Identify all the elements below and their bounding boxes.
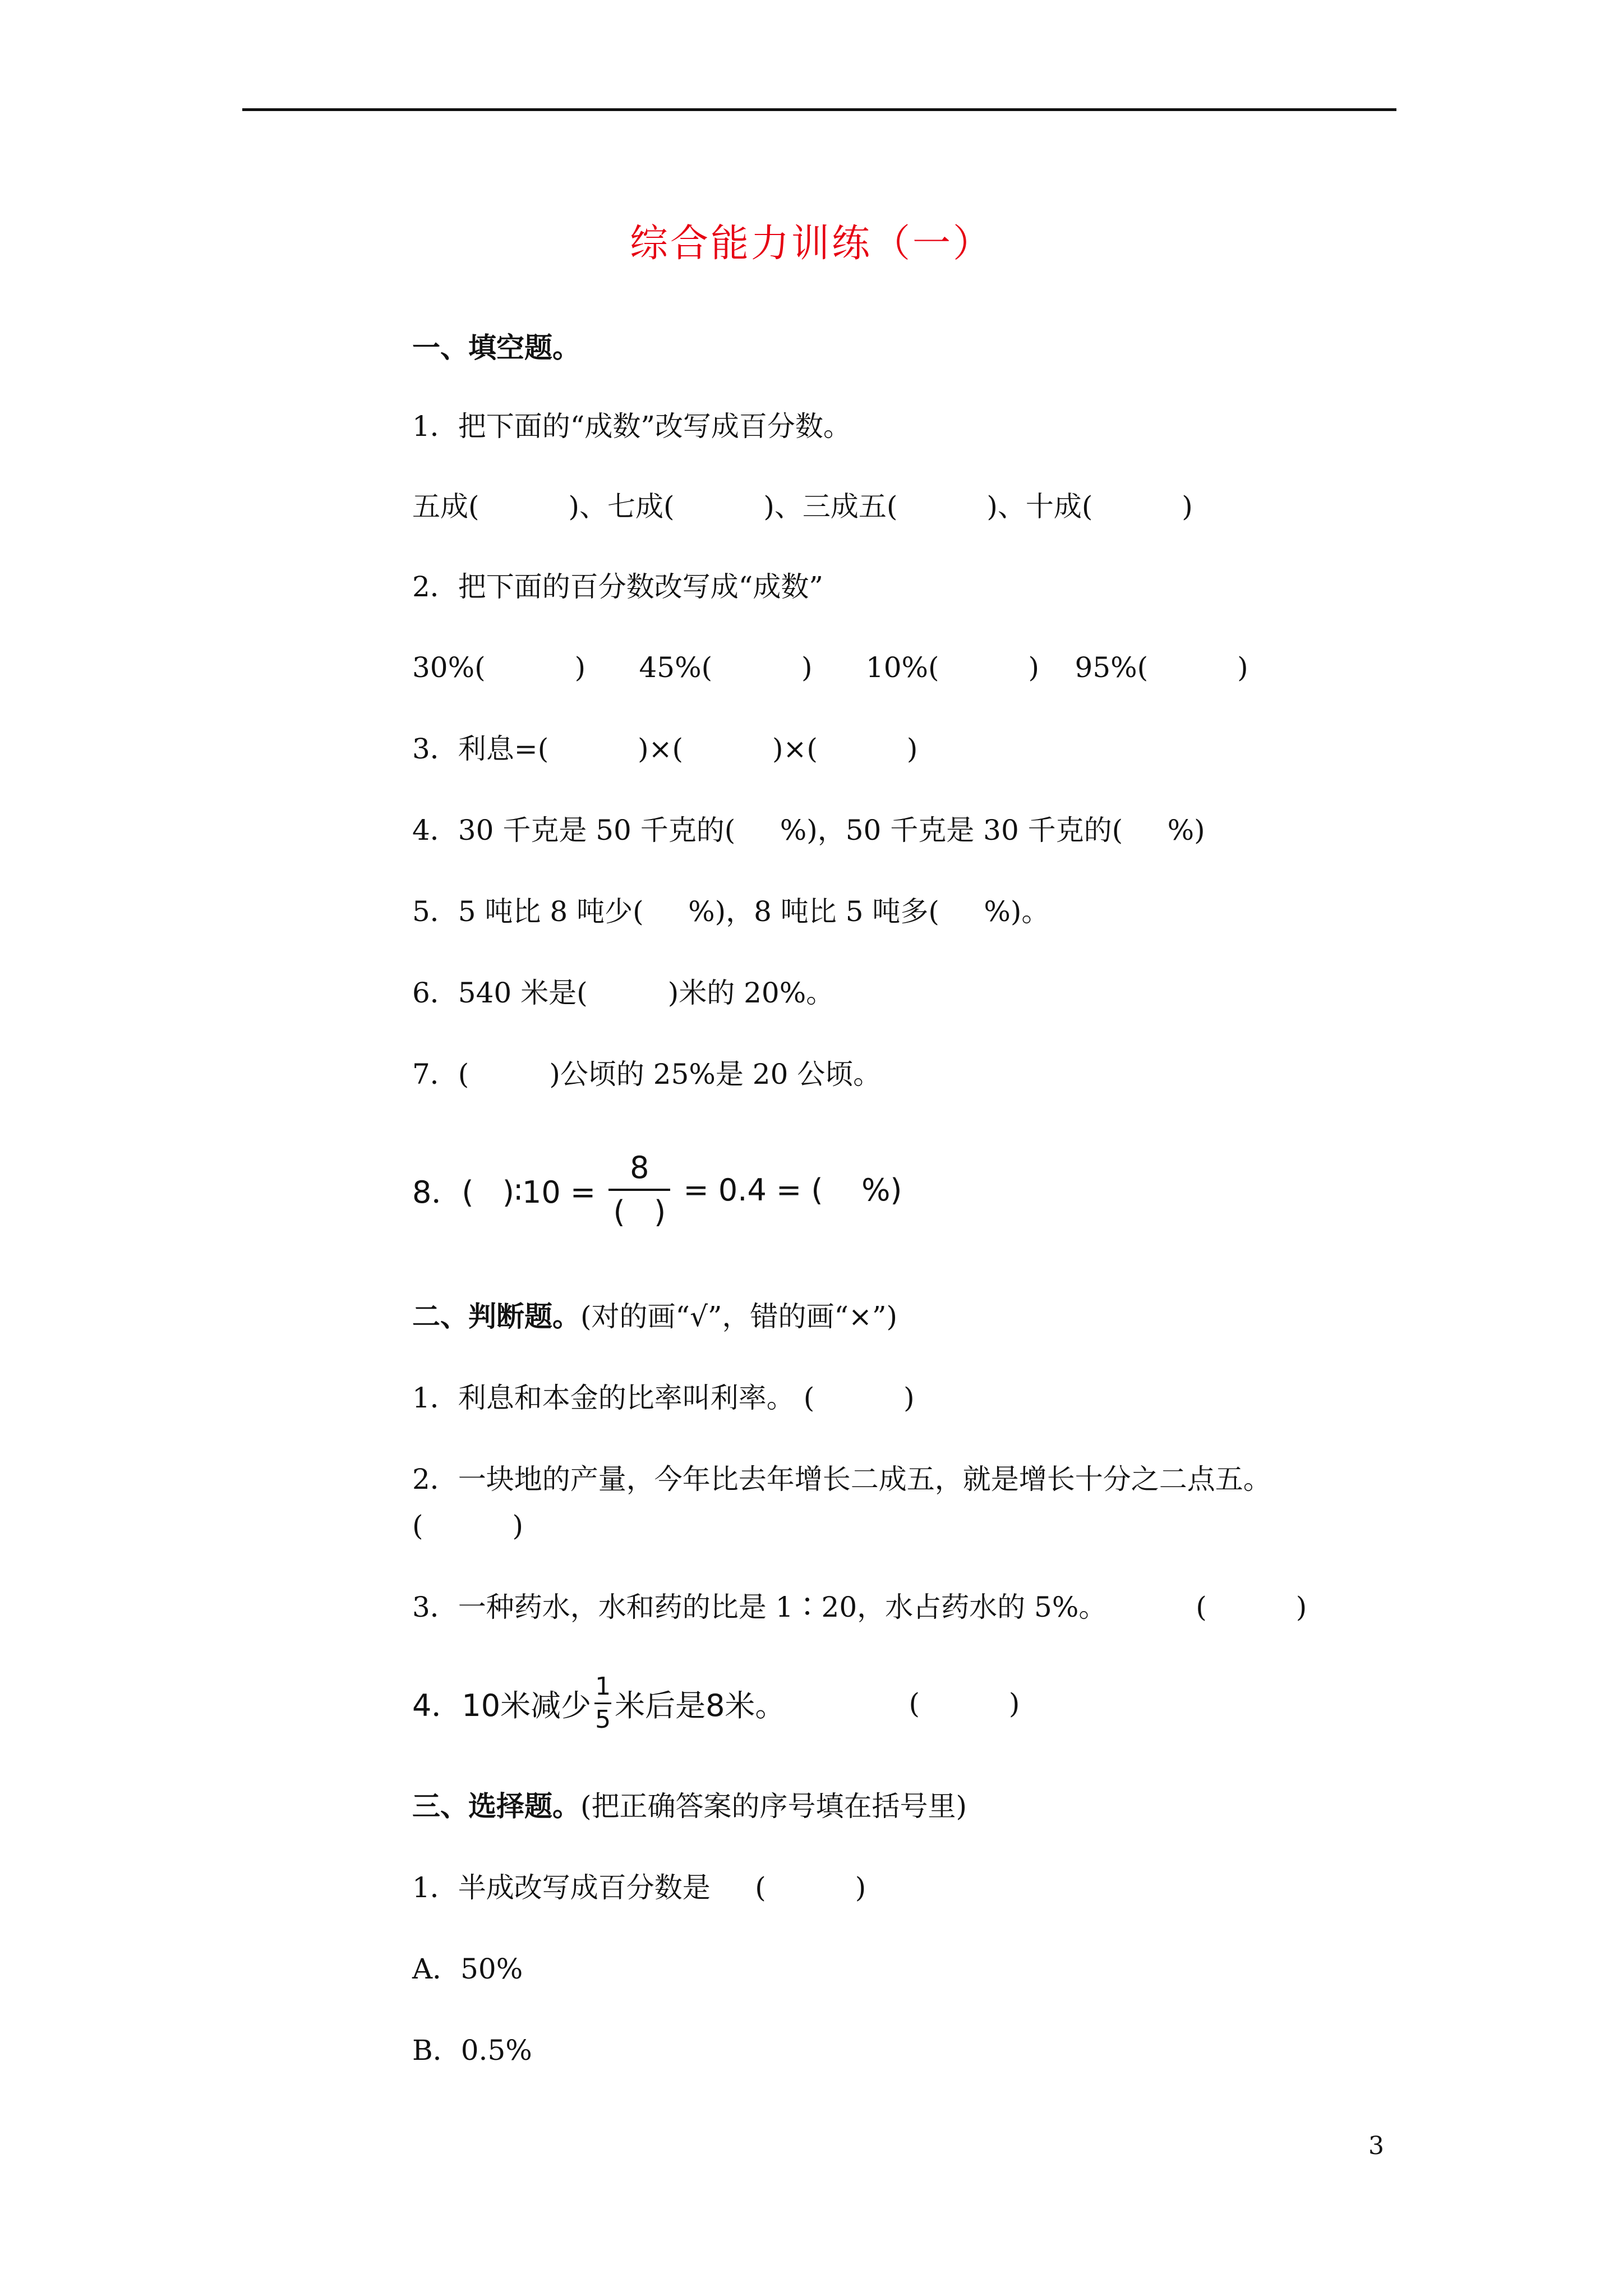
section-heading-text: 二、判断题。	[412, 1300, 580, 1333]
question-1-3: 3．利息=( )×( )×( )	[412, 733, 918, 765]
fraction-bar	[608, 1189, 670, 1191]
fraction-denominator: ( )	[613, 1194, 666, 1230]
formula-prefix: 8．( )∶10 =	[412, 1174, 606, 1210]
answer-blank: ( )	[909, 1687, 1020, 1720]
question-1-7: 7．( )公顷的 25%是 20 公顷。	[412, 1058, 882, 1091]
question-1-1-blanks: 五成( )、七成( )、三成五( )、十成( )	[412, 490, 1193, 523]
question-1-2: 2．把下面的百分数改写成“成数”	[412, 570, 823, 603]
section-heading-fill-in: 一、填空题。	[412, 331, 580, 364]
page-number: 3	[1368, 2132, 1384, 2160]
page-title: 综合能力训练（一）	[629, 222, 993, 266]
section-note: (对的画“√”，错的画“×”)	[580, 1300, 898, 1333]
question-1-4: 4．30 千克是 50 千克的( %)，50 千克是 30 千克的( %)	[412, 814, 1205, 846]
question-1-2-blanks: 30%( ) 45%( ) 10%( ) 95%( )	[412, 651, 1248, 684]
question-2-1: 1．利息和本金的比率叫利率。 ( )	[412, 1382, 915, 1414]
question-1-6: 6．540 米是( )米的 20%。	[412, 977, 834, 1009]
question-2-2: 2．一块地的产量，今年比去年增长二成五，就是增长十分之二点五。	[412, 1463, 1271, 1496]
section-heading-multiple-choice	[412, 1789, 967, 1823]
fraction-bar	[594, 1703, 611, 1704]
formula-suffix: = 0.4 = ( %)	[674, 1172, 902, 1208]
option-b: B．0.5%	[412, 2034, 532, 2067]
section-note: (把正确答案的序号填在括号里)	[580, 1790, 967, 1823]
fraction	[608, 1150, 670, 1230]
option-a: A．50%	[412, 1953, 523, 1985]
question-2-2-blank: ( )	[412, 1510, 523, 1542]
fraction	[594, 1673, 611, 1734]
fraction-numerator: 8	[630, 1150, 649, 1185]
question-2-3: 3．一种药水，水和药的比是 1∶20，水占药水的 5%。 ( )	[412, 1591, 1307, 1623]
header-rule	[242, 108, 1396, 111]
question-1-5: 5．5 吨比 8 吨少( %)，8 吨比 5 吨多( %)。	[412, 895, 1050, 928]
question-1-1: 1．把下面的“成数”改写成百分数。	[412, 410, 851, 443]
question-1-8-formula	[412, 1150, 902, 1230]
formula-prefix: 4．10米减少	[412, 1688, 592, 1723]
fraction-numerator: 1	[595, 1672, 611, 1701]
question-3-1: 1．半成改写成百分数是 ( )	[412, 1871, 866, 1904]
section-heading-text: 三、选择题。	[412, 1789, 580, 1823]
question-2-4	[412, 1673, 1020, 1734]
section-heading-true-false	[412, 1300, 897, 1333]
formula-suffix: 米后是8米。	[615, 1688, 786, 1723]
fraction-denominator: 5	[595, 1705, 611, 1734]
